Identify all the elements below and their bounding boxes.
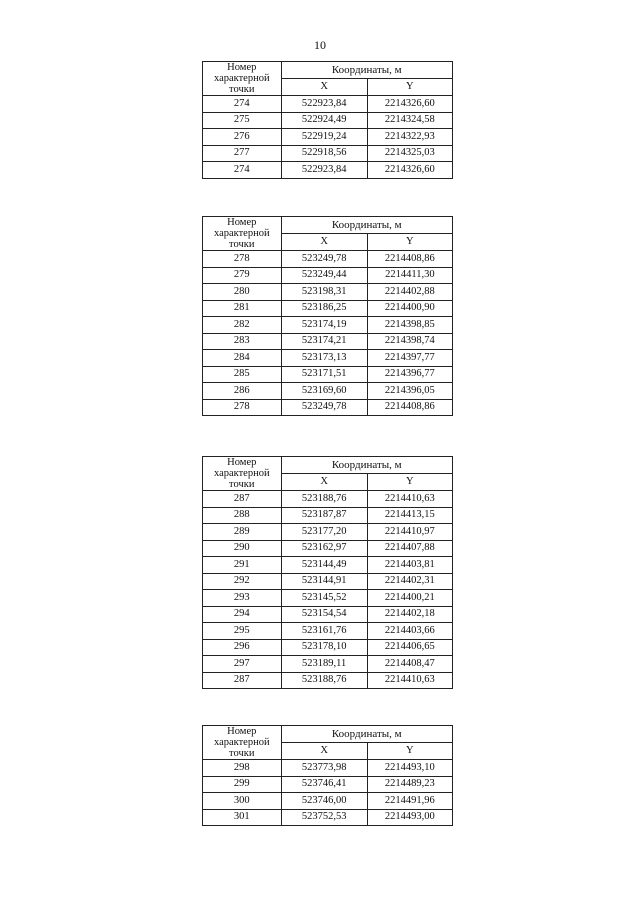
page-number: 10	[314, 38, 326, 52]
y-coordinate-cell: 2214400,90	[367, 300, 452, 317]
x-coordinate-cell: 522924,49	[281, 112, 367, 129]
point-number-cell: 282	[203, 317, 282, 334]
coordinates-header: Координаты, м	[281, 726, 452, 743]
point-number-cell: 276	[203, 129, 282, 146]
point-number-cell: 287	[203, 491, 282, 508]
point-number-cell: 295	[203, 623, 282, 640]
x-coordinate-cell: 523174,21	[281, 333, 367, 350]
table-row	[203, 333, 453, 350]
point-number-cell: 299	[203, 776, 282, 793]
point-number-header: Номер характерной точки	[203, 217, 282, 251]
point-number-cell: 278	[203, 251, 282, 268]
x-coordinate-cell: 522919,24	[281, 129, 367, 146]
x-coordinate-cell: 523177,20	[281, 524, 367, 541]
x-coordinate-cell: 523171,51	[281, 366, 367, 383]
table-row	[203, 590, 453, 607]
table-row	[203, 317, 453, 334]
y-coordinate-cell: 2214406,65	[367, 639, 452, 656]
x-axis-header: X	[281, 743, 367, 760]
x-coordinate-cell: 523198,31	[281, 284, 367, 301]
y-coordinate-cell: 2214397,77	[367, 350, 452, 367]
table-row	[203, 524, 453, 541]
coordinates-table	[202, 456, 453, 689]
y-coordinate-cell: 2214403,66	[367, 623, 452, 640]
table-row	[203, 557, 453, 574]
point-number-cell: 284	[203, 350, 282, 367]
y-coordinate-cell: 2214410,97	[367, 524, 452, 541]
table-row	[203, 284, 453, 301]
table-row	[203, 162, 453, 179]
table-row	[203, 793, 453, 810]
x-coordinate-cell: 523249,78	[281, 399, 367, 416]
x-coordinate-cell: 523169,60	[281, 383, 367, 400]
point-number-cell: 298	[203, 760, 282, 777]
point-number-cell: 281	[203, 300, 282, 317]
x-coordinate-cell: 523189,11	[281, 656, 367, 673]
coordinates-header: Координаты, м	[281, 62, 452, 79]
table-row	[203, 251, 453, 268]
table-row	[203, 399, 453, 416]
table-row	[203, 300, 453, 317]
coordinates-table	[202, 61, 453, 179]
x-coordinate-cell: 523773,98	[281, 760, 367, 777]
point-number-header: Номер характерной точки	[203, 457, 282, 491]
table-row	[203, 145, 453, 162]
point-number-cell: 277	[203, 145, 282, 162]
point-number-cell: 274	[203, 162, 282, 179]
table-row	[203, 366, 453, 383]
table-row	[203, 350, 453, 367]
x-axis-header: X	[281, 79, 367, 96]
y-coordinate-cell: 2214398,85	[367, 317, 452, 334]
point-number-cell: 290	[203, 540, 282, 557]
point-number-cell: 285	[203, 366, 282, 383]
x-coordinate-cell: 523188,76	[281, 491, 367, 508]
point-number-cell: 274	[203, 96, 282, 113]
x-coordinate-cell: 522923,84	[281, 96, 367, 113]
y-coordinate-cell: 2214410,63	[367, 672, 452, 689]
point-number-header: Номер характерной точки	[203, 62, 282, 96]
point-number-header: Номер характерной точки	[203, 726, 282, 760]
y-coordinate-cell: 2214396,05	[367, 383, 452, 400]
point-number-cell: 287	[203, 672, 282, 689]
table-row	[203, 507, 453, 524]
point-number-cell: 301	[203, 809, 282, 826]
point-number-cell: 275	[203, 112, 282, 129]
y-coordinate-cell: 2214398,74	[367, 333, 452, 350]
table-row	[203, 606, 453, 623]
y-coordinate-cell: 2214491,96	[367, 793, 452, 810]
y-coordinate-cell: 2214413,15	[367, 507, 452, 524]
point-number-cell: 300	[203, 793, 282, 810]
y-coordinate-cell: 2214326,60	[367, 162, 452, 179]
y-coordinate-cell: 2214322,93	[367, 129, 452, 146]
y-coordinate-cell: 2214408,86	[367, 399, 452, 416]
y-axis-header: Y	[367, 79, 452, 96]
x-coordinate-cell: 523154,54	[281, 606, 367, 623]
x-coordinate-cell: 523746,41	[281, 776, 367, 793]
x-coordinate-cell: 523178,10	[281, 639, 367, 656]
table-row	[203, 267, 453, 284]
x-coordinate-cell: 522923,84	[281, 162, 367, 179]
table-row	[203, 129, 453, 146]
y-coordinate-cell: 2214408,47	[367, 656, 452, 673]
point-number-cell: 294	[203, 606, 282, 623]
x-coordinate-cell: 523145,52	[281, 590, 367, 607]
x-coordinate-cell: 523162,97	[281, 540, 367, 557]
x-coordinate-cell: 523187,87	[281, 507, 367, 524]
y-axis-header: Y	[367, 234, 452, 251]
x-coordinate-cell: 523249,78	[281, 251, 367, 268]
y-coordinate-cell: 2214326,60	[367, 96, 452, 113]
table-row	[203, 623, 453, 640]
table-row	[203, 672, 453, 689]
y-coordinate-cell: 2214493,10	[367, 760, 452, 777]
y-axis-header: Y	[367, 743, 452, 760]
table-row	[203, 656, 453, 673]
point-number-cell: 297	[203, 656, 282, 673]
x-coordinate-cell: 523186,25	[281, 300, 367, 317]
point-number-cell: 293	[203, 590, 282, 607]
x-coordinate-cell: 523161,76	[281, 623, 367, 640]
y-coordinate-cell: 2214407,88	[367, 540, 452, 557]
coordinates-table	[202, 216, 453, 416]
coordinates-header: Координаты, м	[281, 217, 452, 234]
y-coordinate-cell: 2214403,81	[367, 557, 452, 574]
x-axis-header: X	[281, 474, 367, 491]
x-coordinate-cell: 523752,53	[281, 809, 367, 826]
table-row	[203, 573, 453, 590]
table-row	[203, 809, 453, 826]
x-coordinate-cell: 523249,44	[281, 267, 367, 284]
coordinates-table	[202, 725, 453, 826]
point-number-cell: 279	[203, 267, 282, 284]
x-coordinate-cell: 523188,76	[281, 672, 367, 689]
point-number-cell: 278	[203, 399, 282, 416]
table-row	[203, 96, 453, 113]
y-coordinate-cell: 2214402,31	[367, 573, 452, 590]
x-coordinate-cell: 523173,13	[281, 350, 367, 367]
point-number-cell: 292	[203, 573, 282, 590]
x-coordinate-cell: 523144,91	[281, 573, 367, 590]
x-coordinate-cell: 522918,56	[281, 145, 367, 162]
x-axis-header: X	[281, 234, 367, 251]
y-coordinate-cell: 2214489,23	[367, 776, 452, 793]
y-coordinate-cell: 2214396,77	[367, 366, 452, 383]
y-coordinate-cell: 2214493,00	[367, 809, 452, 826]
x-coordinate-cell: 523144,49	[281, 557, 367, 574]
table-row	[203, 491, 453, 508]
point-number-cell: 288	[203, 507, 282, 524]
point-number-cell: 289	[203, 524, 282, 541]
table-row	[203, 776, 453, 793]
y-coordinate-cell: 2214324,58	[367, 112, 452, 129]
y-coordinate-cell: 2214408,86	[367, 251, 452, 268]
y-coordinate-cell: 2214402,18	[367, 606, 452, 623]
x-coordinate-cell: 523746,00	[281, 793, 367, 810]
table-row	[203, 540, 453, 557]
table-row	[203, 112, 453, 129]
y-coordinate-cell: 2214411,30	[367, 267, 452, 284]
point-number-cell: 286	[203, 383, 282, 400]
table-row	[203, 639, 453, 656]
y-coordinate-cell: 2214410,63	[367, 491, 452, 508]
table-row	[203, 760, 453, 777]
point-number-cell: 296	[203, 639, 282, 656]
table-row	[203, 383, 453, 400]
point-number-cell: 283	[203, 333, 282, 350]
y-coordinate-cell: 2214402,88	[367, 284, 452, 301]
x-coordinate-cell: 523174,19	[281, 317, 367, 334]
coordinates-header: Координаты, м	[281, 457, 452, 474]
y-coordinate-cell: 2214400,21	[367, 590, 452, 607]
point-number-cell: 291	[203, 557, 282, 574]
point-number-cell: 280	[203, 284, 282, 301]
y-axis-header: Y	[367, 474, 452, 491]
y-coordinate-cell: 2214325,03	[367, 145, 452, 162]
